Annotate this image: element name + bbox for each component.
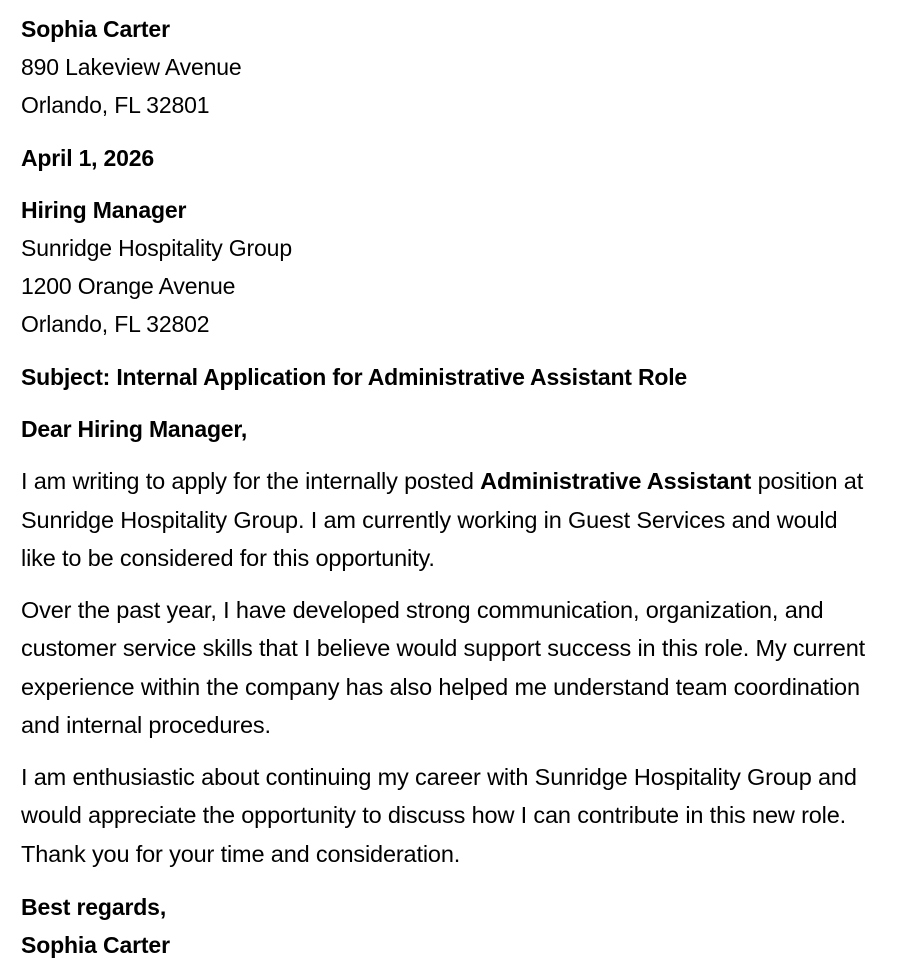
recipient-address-block [21,191,878,343]
paragraph-1-lead-text: I am writing to apply for the internally posted [21,468,481,494]
sender-address-block [21,10,878,124]
letter-date: April 1, 2026 [21,145,154,171]
sender-name: Sophia Carter [21,16,170,42]
recipient-street: 1200 Orange Avenue [21,273,236,299]
job-title-emphasis: Administrative Assistant [480,468,752,494]
subject-line: Subject: Internal Application for Administrative Assistant Role [21,364,688,390]
salutation: Dear Hiring Manager, [21,416,248,442]
sender-city-state-zip: Orlando, FL 32801 [21,92,210,118]
sender-street: 890 Lakeview Avenue [21,54,242,80]
recipient-company: Sunridge Hospitality Group [21,235,292,261]
valediction: Best regards, [21,894,167,920]
body-paragraph-3: I am enthusiastic about continuing my career with Sunridge Hospitality Group and would appreciate the opportunity to discuss how I can contribute in this new role. Thank you for your time and consideration. [21,763,857,867]
recipient-city-state-zip: Orlando, FL 32802 [21,311,210,337]
body-paragraph-1 [21,462,878,578]
paragraph-1-trailing-text: position at Sunridge Hospitality Group. I am currently working in Guest Services and would like to be considered for this opportunity. [21,468,864,571]
closing-block [21,888,878,964]
signature-name: Sophia Carter [21,932,170,958]
body-paragraph-2: Over the past year, I have developed strong communication, organization, and customer service skills that I believe would support success in this role. My current experience within the company has also helped me understand team coordination and internal procedures. [21,596,866,738]
recipient-attention: Hiring Manager [21,197,187,223]
